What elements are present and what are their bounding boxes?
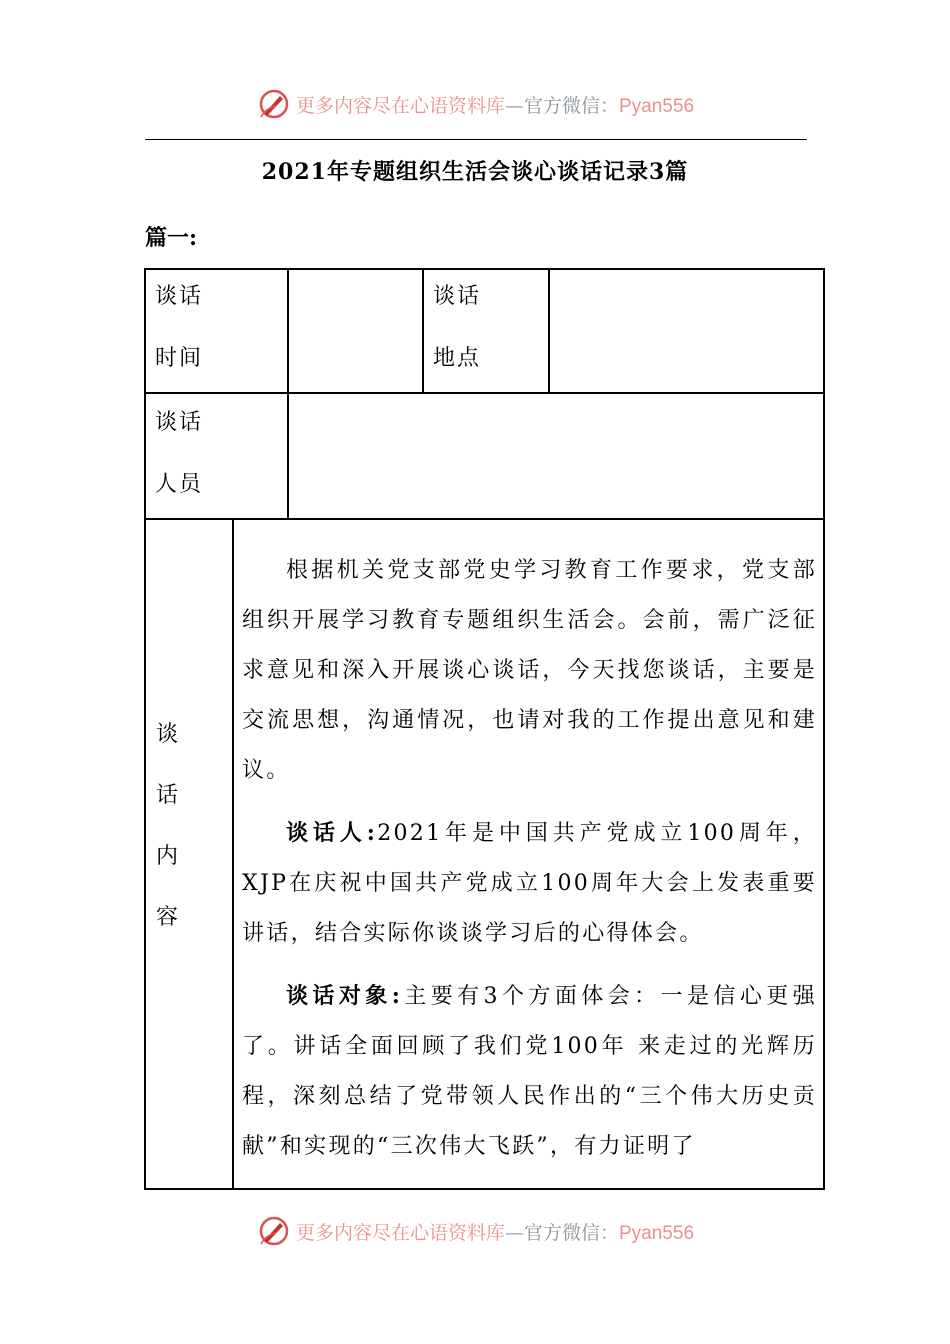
talk-content-label-char: 谈 (155, 722, 178, 747)
talk-content-label-char: 话 (155, 783, 178, 808)
talk-time-label (155, 266, 203, 390)
table-row-divider (144, 518, 825, 520)
table-col-divider (287, 268, 289, 519)
respondent-label: 谈话对象: (286, 983, 403, 1009)
talk-content-label-char: 内 (155, 844, 178, 869)
banner-separator: — (504, 94, 524, 117)
banner-separator: — (504, 1221, 524, 1244)
banner-text-red: 更多内容尽在心语资料库 (295, 94, 505, 117)
table-row-divider (144, 392, 825, 394)
talk-place-label (433, 266, 481, 390)
talk-content-label (155, 704, 179, 948)
talk-time-label-line1: 谈话 (155, 284, 204, 309)
talk-content-label-char: 容 (155, 905, 178, 930)
talk-people-label-line1: 谈话 (155, 410, 204, 435)
footer-banner (0, 1209, 950, 1253)
section-heading: 篇一: (145, 225, 198, 251)
content-paragraph-intro: 根据机关党支部党史学习教育工作要求，党支部组织开展学习教育专题组织生活会。会前，需广泛征求意见和深入开展谈心谈话，今天找您谈话，主要是交流思想，沟通情况，也请对我的工作提出意见和建议。 (242, 558, 817, 783)
page-title: 2021年专题组织生活会谈心谈话记录3篇 (261, 159, 689, 185)
header-banner (0, 82, 950, 126)
table-col-divider (232, 518, 234, 1190)
banner-text-grey: 官方微信： (523, 1221, 619, 1244)
talk-people-label (155, 392, 203, 516)
banner-text-red: 更多内容尽在心语资料库 (295, 1221, 505, 1244)
table-col-divider (422, 268, 424, 393)
content-paragraph-speaker (242, 808, 817, 959)
talk-place-label-line1: 谈话 (433, 284, 482, 309)
table-col-divider (548, 268, 550, 393)
talk-people-label-line2: 人员 (155, 472, 204, 497)
banner-text-grey: 官方微信： (523, 94, 619, 117)
pen-swirl-logo-icon (256, 86, 292, 122)
pen-swirl-logo-icon (256, 1213, 292, 1249)
banner-wechat-id: Pyan556 (619, 95, 695, 117)
talk-place-label-line2: 地点 (433, 346, 482, 371)
respondent-text: 主要有3个方面体会：一是信心更强了。讲话全面回顾了我们党100年 来走过的光辉历程，深刻总结了党带领人民作出的“三个伟大历史贡 献”和实现的“三次伟大飞跃”，有力证明了 (242, 984, 817, 1159)
speaker-label: 谈话人: (286, 820, 378, 846)
speaker-text: 2021年是中国共产党成立100周年，XJP在庆祝中国共产党成立100周年大会上发表重要讲话，结合实际你谈谈学习后的心得体会。 (242, 821, 817, 946)
header-divider (145, 139, 807, 140)
talk-time-label-line2: 时间 (155, 346, 204, 371)
content-paragraph-respondent (242, 971, 817, 1172)
banner-wechat-id: Pyan556 (619, 1222, 695, 1244)
talk-content-body (242, 546, 817, 1184)
